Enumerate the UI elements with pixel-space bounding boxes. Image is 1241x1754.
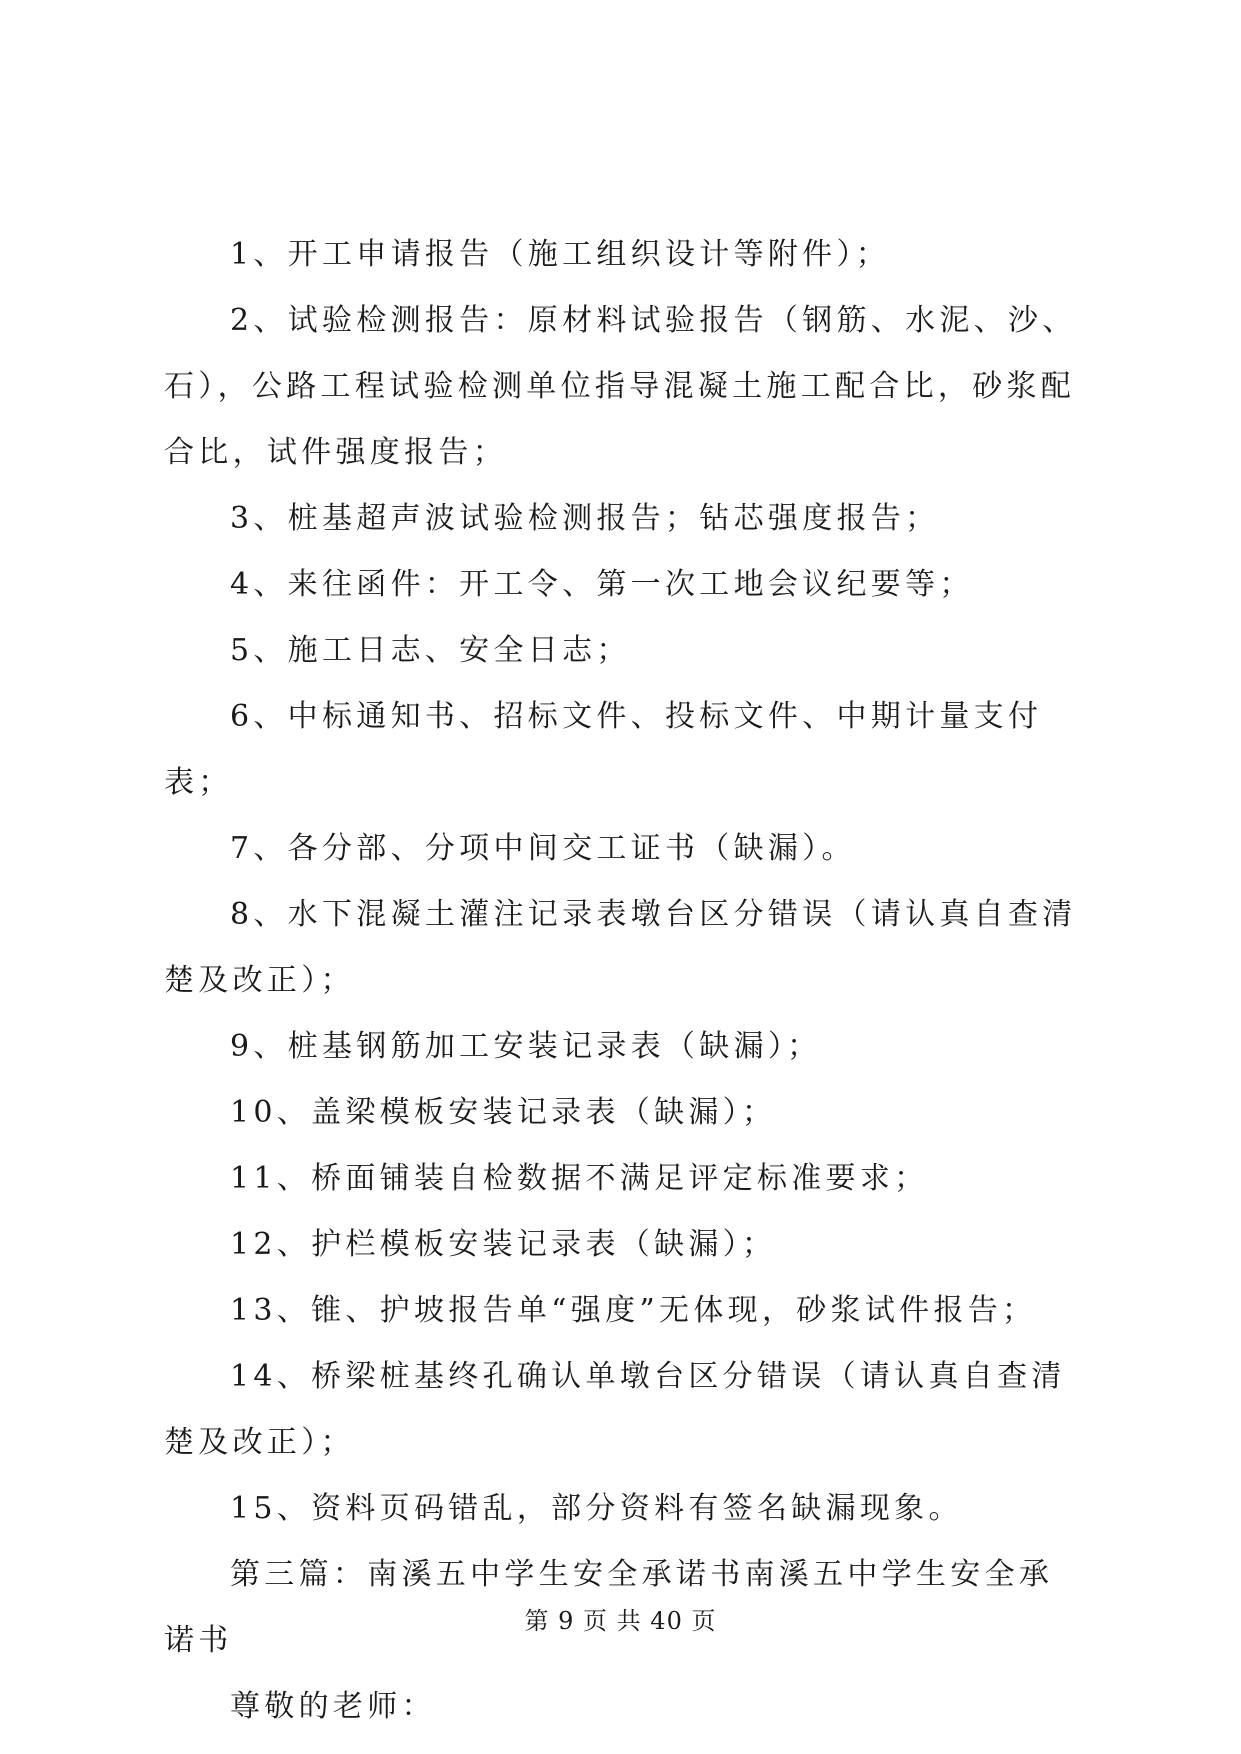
paragraph-6: 6、中标通知书、招标文件、投标文件、中期计量支付表； bbox=[164, 699, 1043, 800]
document-body bbox=[164, 222, 1082, 1740]
paragraph-10: 10、盖梁模板安装记录表（缺漏）； bbox=[230, 1095, 777, 1130]
paragraph-7: 7、各分部、分项中间交工证书（缺漏）。 bbox=[230, 831, 856, 866]
paragraph-14: 14、桥梁桩基终孔确认单墩台区分错误（请认真自查清楚及改正）； bbox=[164, 1359, 1066, 1460]
paragraph-2: 2、试验检测报告：原材料试验报告（钢筋、水泥、沙、石），公路工程试验检测单位指导混凝土施工配合比，砂浆配合比，试件强度报告； bbox=[164, 303, 1077, 470]
section-heading: 第三篇：南溪五中学生安全承诺书南溪五中学生安全承诺书 bbox=[164, 1557, 1054, 1658]
paragraph-12: 12、护栏模板安装记录表（缺漏）； bbox=[230, 1227, 777, 1262]
paragraph-3: 3、桩基超声波试验检测报告；钻芯强度报告； bbox=[230, 501, 940, 536]
paragraph-8: 8、水下混凝土灌注记录表墩台区分错误（请认真自查清楚及改正）； bbox=[164, 897, 1077, 998]
paragraph-5: 5、施工日志、安全日志； bbox=[230, 633, 631, 668]
paragraph-1: 1、开工申请报告（施工组织设计等附件）； bbox=[230, 237, 891, 272]
paragraph-13: 13、锥、护坡报告单“强度”无体现，砂浆试件报告； bbox=[230, 1293, 1037, 1328]
paragraph-15: 15、资料页码错乱，部分资料有签名缺漏现象。 bbox=[230, 1491, 963, 1526]
paragraph-9: 9、桩基钢筋加工安装记录表（缺漏）； bbox=[230, 1029, 822, 1064]
paragraph-11: 11、桥面铺装自检数据不满足评定标准要求； bbox=[230, 1161, 929, 1196]
salutation: 尊敬的老师： bbox=[230, 1689, 436, 1724]
paragraph-4: 4、来往函件：开工令、第一次工地会议纪要等； bbox=[230, 567, 974, 602]
page-number-footer: 第 9 页 共 40 页 bbox=[524, 1607, 717, 1635]
